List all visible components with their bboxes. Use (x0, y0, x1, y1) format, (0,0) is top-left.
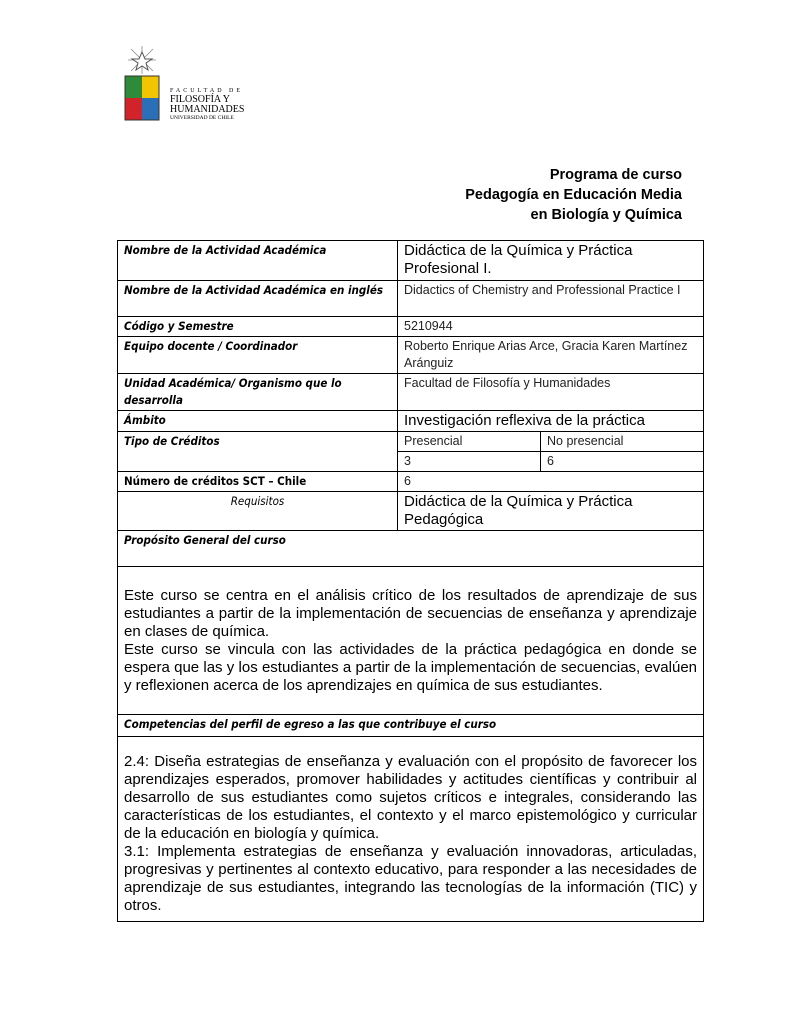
header-line: en Biología y Química (530, 207, 682, 223)
row-label: Ámbito (118, 411, 398, 432)
row-label: Código y Semestre (118, 317, 398, 337)
table-row (118, 411, 704, 432)
row-label: Tipo de Créditos (118, 432, 398, 472)
row-value: Didáctica de la Química y Práctica Pedagógica (398, 492, 704, 531)
row-value: 6 (398, 472, 704, 492)
proposito-text (118, 567, 704, 715)
no-presencial-label: No presencial (541, 432, 704, 452)
row-label: Nombre de la Actividad Académica en inglés (118, 281, 398, 317)
svg-text:HUMANIDADES: HUMANIDADES (170, 104, 245, 115)
document-header (465, 165, 682, 225)
row-value: Investigación reflexiva de la práctica (398, 411, 704, 432)
table-row (118, 567, 704, 715)
course-table (117, 240, 704, 922)
row-value: Facultad de Filosofía y Humanidades (398, 374, 704, 411)
table-row (118, 472, 704, 492)
row-label: Equipo docente / Coordinador (118, 337, 398, 374)
section-label: Propósito General del curso (118, 531, 704, 567)
table-row (118, 492, 704, 531)
svg-text:FACULTAD DE: FACULTAD DE (170, 88, 244, 94)
faculty-logo (122, 44, 262, 128)
svg-text:UNIVERSIDAD DE CHILE: UNIVERSIDAD DE CHILE (170, 115, 234, 121)
row-value: 5210944 (398, 317, 704, 337)
table-row (118, 337, 704, 374)
paragraph: Este curso se vincula con las actividades de la práctica pedagógica en donde se espera que las y los estudiantes a partir de la implementación de secuencias, evalúen y reflexionen acerca de los aprendizajes en química de sus estudiantes. (124, 641, 698, 694)
svg-text:FILOSOFÍA Y: FILOSOFÍA Y (170, 94, 230, 105)
paragraph: Este curso se centra en el análisis crítico de los resultados de aprendizaje de sus estudiantes a partir de la implementación de secuencias de enseñanza y aprendizaje en clases de química. (124, 587, 698, 640)
header-line: Programa de curso (549, 167, 682, 183)
row-label: Nombre de la Actividad Académica (118, 241, 398, 281)
presencial-label: Presencial (398, 432, 541, 452)
table-row (118, 432, 704, 452)
row-value: Roberto Enrique Arias Arce, Gracia Karen Martínez Aránguiz (398, 337, 704, 374)
table-row (118, 715, 704, 737)
competencias-text (118, 737, 704, 922)
no-presencial-value: 6 (541, 452, 704, 472)
paragraph: 3.1: Implementa estrategias de enseñanza y evaluación innovadoras, articuladas, progresivas y pertinentes al contexto educativo, para responder a las necesidades de aprendizaje de sus estudiantes, integrando las tecnologías de la información (TIC) y otros. (124, 843, 698, 914)
row-label: Requisitos (118, 492, 398, 531)
table-row (118, 737, 704, 922)
table-row (118, 374, 704, 411)
table-row (118, 241, 704, 281)
row-value: Didáctica de la Química y Práctica Profesional I. (398, 241, 704, 281)
row-label: Unidad Académica/ Organismo que lo desarrolla (118, 374, 398, 411)
table-row (118, 281, 704, 317)
header-line: Pedagogía en Educación Media (465, 187, 682, 203)
row-value: Didactics of Chemistry and Professional Practice I (398, 281, 704, 317)
section-label: Competencias del perfil de egreso a las que contribuye el curso (118, 715, 704, 737)
table-row (118, 531, 704, 567)
row-label: Número de créditos SCT – Chile (118, 472, 398, 492)
paragraph: 2.4: Diseña estrategias de enseñanza y evaluación con el propósito de favorecer los aprendizajes esperados, promover habilidades y actitudes científicas y contribuir al desarrollo de sus estudiantes como sujetos críticos e integrales, considerando las características de los estudiantes, el contexto y el marco epistemológico y curricular de la educación en biología y química. (124, 753, 698, 842)
table-row (118, 317, 704, 337)
presencial-value: 3 (398, 452, 541, 472)
